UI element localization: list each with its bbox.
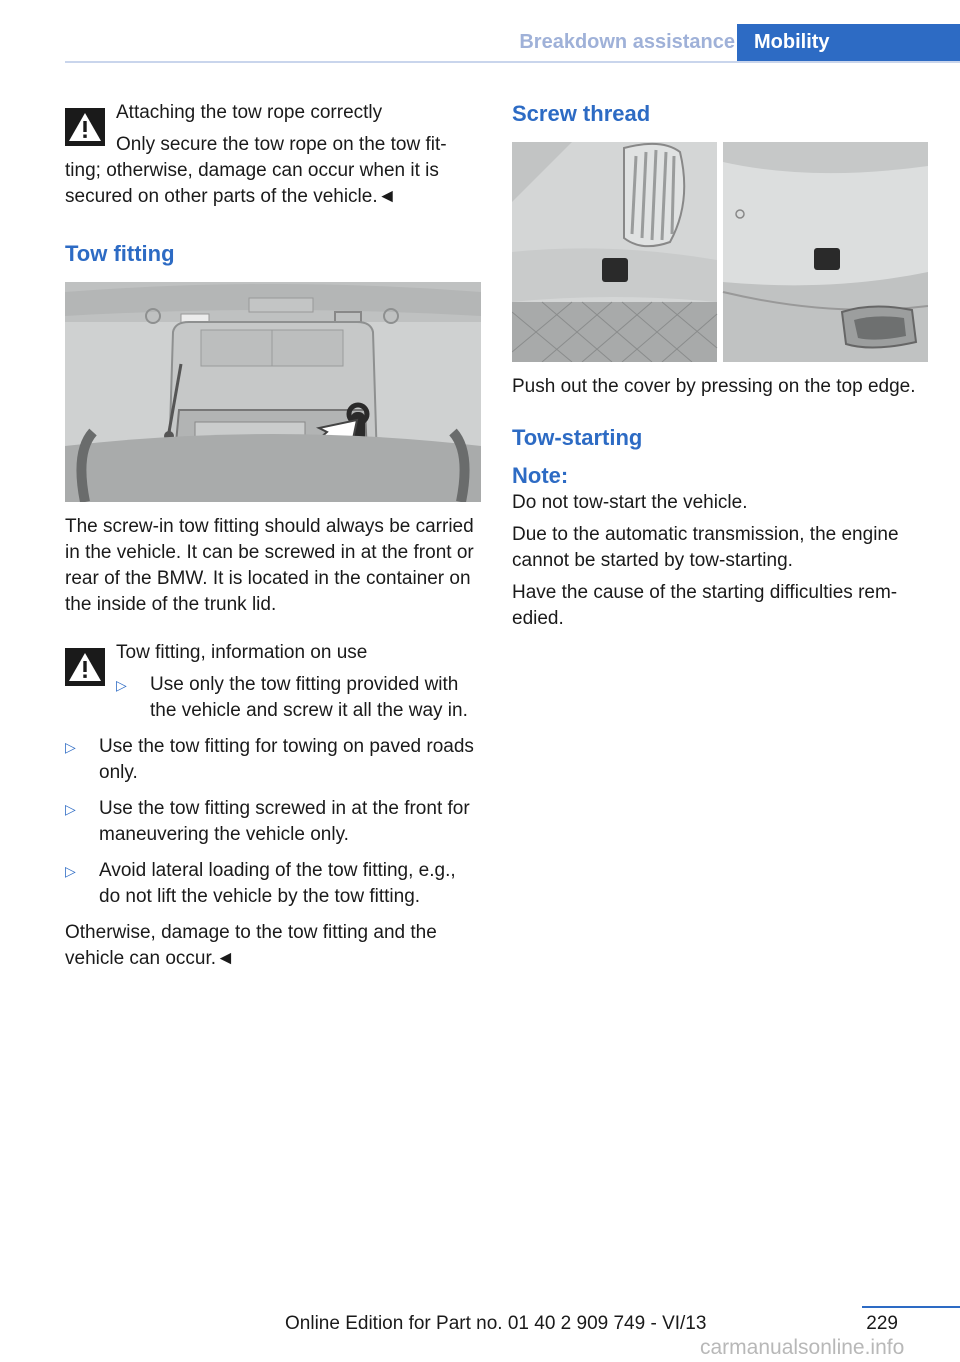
- footer-rule: [862, 1306, 960, 1308]
- note-paragraph: Do not tow-start the vehicle.: [512, 492, 748, 513]
- header-chapter-label: Mobility: [754, 31, 830, 53]
- section-heading-tow-starting: Tow-starting: [512, 425, 643, 450]
- list-item: [65, 858, 481, 910]
- note-paragraph: Have the cause of the starting difficulties remedied.: [512, 582, 898, 629]
- list-item-text: Use the tow fitting screwed in at the front for maneuvering the vehicle only.: [99, 798, 470, 845]
- warning-list: [116, 672, 481, 724]
- warning-triangle-icon: [65, 108, 105, 146]
- edition-line: Online Edition for Part no. 01 40 2 909 749 - VI/13: [285, 1313, 707, 1334]
- trunk-lid-illustration: [65, 282, 481, 502]
- header-section-title: Breakdown assistance: [519, 31, 735, 53]
- section-heading-tow-fitting: Tow fitting: [65, 241, 175, 266]
- header-rule: [65, 61, 960, 63]
- warning-title: Tow fitting, information on use: [116, 642, 368, 663]
- triangle-bullet-icon: ▷: [116, 677, 127, 693]
- warning-text-line: Only secure the tow rope on the tow fit-: [116, 134, 447, 155]
- warning-title: Attaching the tow rope correctly: [116, 102, 383, 123]
- watermark-text: carmanualsonline.info: [700, 1336, 905, 1359]
- triangle-bullet-icon: ▷: [65, 801, 76, 817]
- left-column: [65, 100, 481, 972]
- closing-warning-text: Otherwise, damage to the tow fitting and the vehicle can occur.◄: [65, 922, 437, 969]
- warning-box-tow-rope: [65, 100, 481, 210]
- warning-text: ting; otherwise, damage can occur when it is secured on other parts of the vehicle.◄: [65, 160, 439, 207]
- page-number: 229: [866, 1313, 898, 1334]
- section-heading-screw-thread: Screw thread: [512, 101, 651, 126]
- list-item: [65, 734, 481, 786]
- tow-fitting-description: The screw-in tow fitting should always be carried in the vehicle. It can be screwed in at the front or rear of the BMW. It is located in the container on the inside of the trunk lid.: [65, 516, 474, 615]
- warning-box-tow-fitting: [65, 640, 481, 724]
- list-item-text: Avoid lateral loading of the tow fitting, e.g., do not lift the vehicle by the tow fitting.: [99, 860, 456, 907]
- warning-triangle-icon: [65, 648, 105, 686]
- triangle-bullet-icon: ▷: [65, 863, 76, 879]
- screw-thread-caption: Push out the cover by pressing on the top edge.: [512, 376, 916, 397]
- triangle-bullet-icon: ▷: [65, 739, 76, 755]
- list-item: [116, 672, 481, 724]
- tow-fitting-rules-list: [65, 734, 481, 910]
- note-label: Note:: [512, 463, 569, 488]
- right-column: [512, 100, 928, 632]
- list-item-text: Use only the tow fitting provided with the vehicle and screw it all the way in.: [150, 674, 468, 721]
- header-chapter-tab: [737, 24, 960, 61]
- list-item: [65, 796, 481, 848]
- screw-thread-illustration: [512, 142, 928, 362]
- list-item-text: Use the tow fitting for towing on paved roads only.: [99, 736, 474, 783]
- note-paragraph: Due to the automatic transmission, the engine cannot be started by tow-starting.: [512, 524, 899, 571]
